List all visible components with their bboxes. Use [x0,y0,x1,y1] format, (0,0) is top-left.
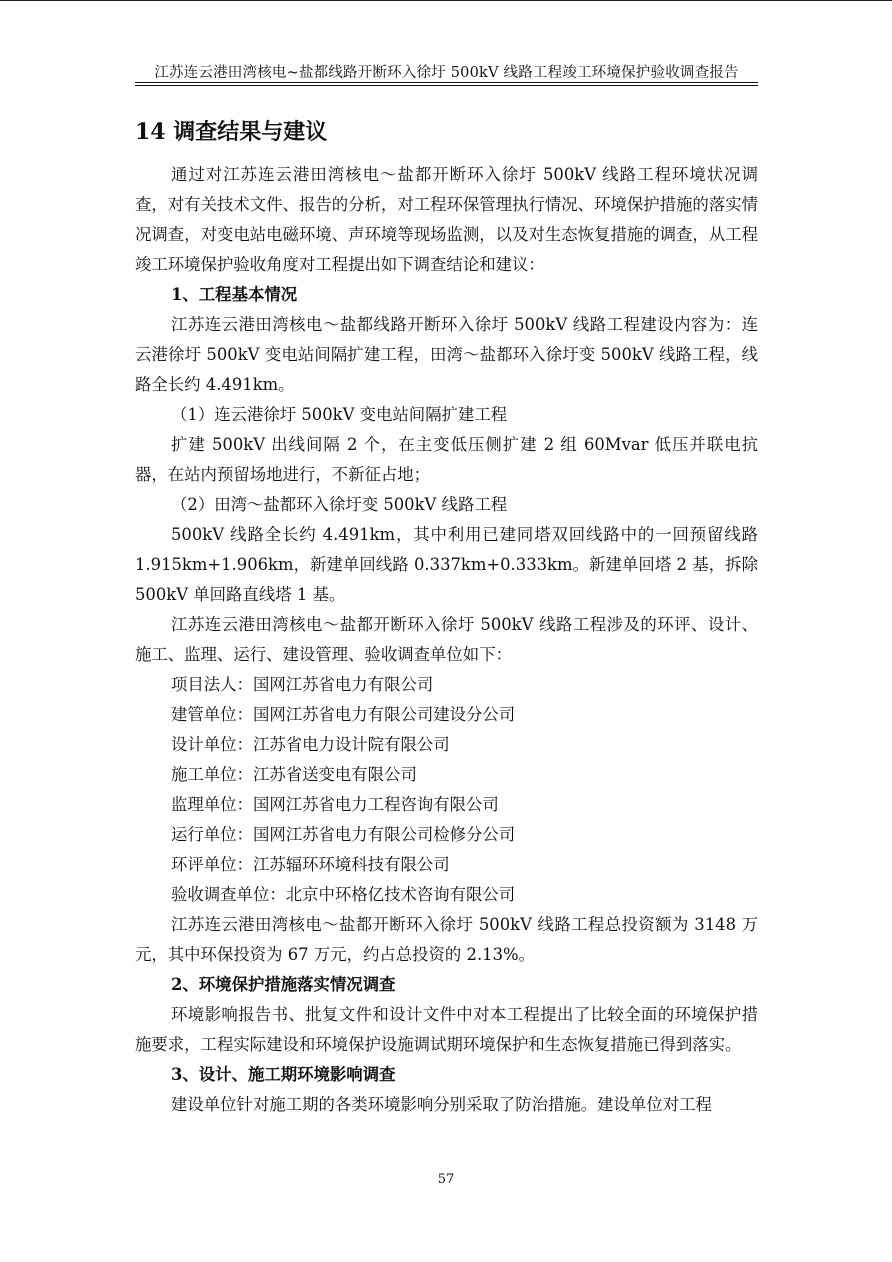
item2-title: （2）田湾～盐都环入徐圩变 500kV 线路工程 [171,495,508,514]
part1-paragraph: 江苏连云港田湾核电～盐都线路开断环入徐圩 500kV 线路工程建设内容为：连云港徐圩 500kV 变电站间隔扩建工程，田湾～盐都环入徐圩变 500kV 线路工程，线路全长约 4.491km。 [135,315,758,394]
running-header: 江苏连云港田湾核电~盐都线路开断环入徐圩 500kV 线路工程竣工环境保护验收调查报告 [154,65,739,81]
page-body [135,116,758,1120]
part3-heading: 3、设计、施工期环境影响调查 [171,1065,396,1084]
part2-paragraph: 环境影响报告书、批复文件和设计文件中对本工程提出了比较全面的环境保护措施要求，工程实际建设和环境保护设施调试期环境保护和生态恢复措施已得到落实。 [135,1005,758,1054]
header-rule-upper [135,82,758,83]
item2-text: 500kV 线路全长约 4.491km，其中利用已建同塔双回线路中的一回预留线路 1.915km+1.906km，新建单回线路 0.337km+0.333km。新建单回塔 2 基，拆除 500kV 单回路直线塔 1 基。 [135,525,758,604]
section-title: 14 调查结果与建议 [135,119,328,145]
item1-text: 扩建 500kV 出线间隔 2 个，在主变低压侧扩建 2 组 60Mvar 低压并联电抗器，在站内预留场地进行，不新征占地； [135,435,758,484]
header-rule-lower [135,85,758,86]
unit-acceptance-survey: 验收调查单位：北京中环格亿技术咨询有限公司 [171,885,516,904]
unit-supervision: 监理单位：国网江苏省电力工程咨询有限公司 [171,795,499,814]
unit-construction-management: 建管单位：国网江苏省电力有限公司建设分公司 [171,705,516,724]
item1-title: （1）连云港徐圩 500kV 变电站间隔扩建工程 [171,405,508,424]
part2-heading: 2、环境保护措施落实情况调查 [171,975,396,994]
investment-paragraph: 江苏连云港田湾核电～盐都开断环入徐圩 500kV 线路工程总投资额为 3148 万元，其中环保投资为 67 万元，约占总投资的 2.13%。 [135,915,758,964]
intro-paragraph: 通过对江苏连云港田湾核电～盐都开断环入徐圩 500kV 线路工程环境状况调查，对有关技术文件、报告的分析，对工程环保管理执行情况、环境保护措施的落实情况调查，对变电站电磁环境、声环境等现场监测，以及对生态恢复措施的调查，从工程竣工环境保护验收角度对工程提出如下调查结论和建议： [135,165,758,274]
unit-eia: 环评单位：江苏辐环环境科技有限公司 [171,855,450,874]
units-intro: 江苏连云港田湾核电～盐都开断环入徐圩 500kV 线路工程涉及的环评、设计、施工、监理、运行、建设管理、验收调查单位如下： [135,615,758,664]
top-border-line [0,0,892,1]
unit-design: 设计单位：江苏省电力设计院有限公司 [171,735,450,754]
unit-operation: 运行单位：国网江苏省电力有限公司检修分公司 [171,825,516,844]
page-number: 57 [437,1172,455,1187]
part3-paragraph: 建设单位针对施工期的各类环境影响分别采取了防治措施。建设单位对工程 [171,1095,712,1114]
unit-project-owner: 项目法人：国网江苏省电力有限公司 [171,675,434,694]
part1-heading: 1、工程基本情况 [171,285,298,304]
unit-construction: 施工单位：江苏省送变电有限公司 [171,765,417,784]
